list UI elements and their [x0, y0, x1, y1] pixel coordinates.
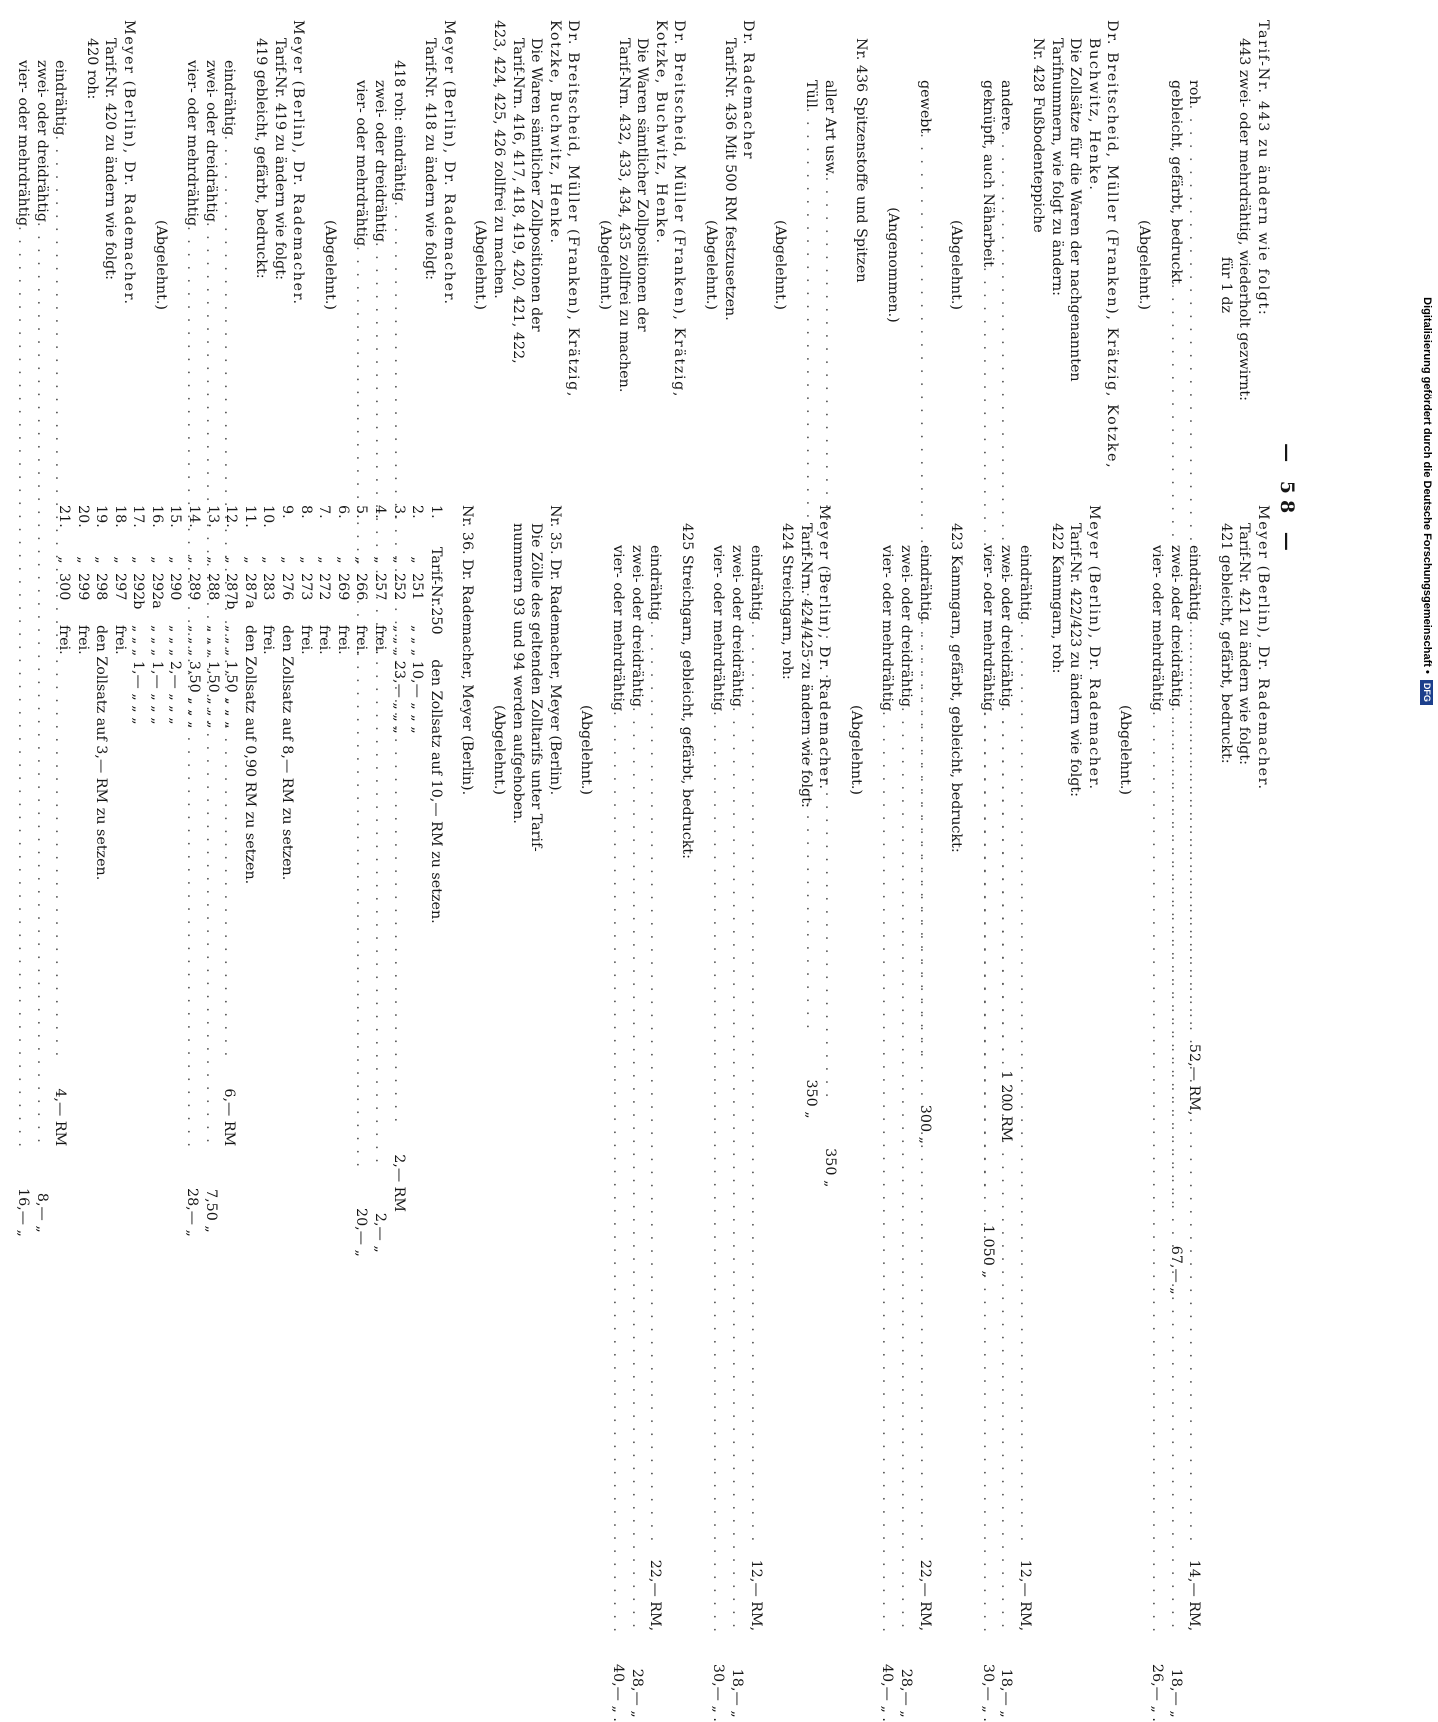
- numbered-item: [110, 505, 129, 995]
- numbered-item: [426, 505, 445, 995]
- item-number: 2.: [409, 505, 426, 519]
- item-number: 19.: [93, 505, 110, 528]
- text-line: Meyer (Berlin), Dr. Rademacher.: [121, 20, 138, 306]
- item-number: 7.: [316, 505, 333, 519]
- tariff-label: eindrähtig: [52, 60, 69, 136]
- text-line: 421 gebleicht, gefärbt, bedruckt:: [1217, 523, 1234, 764]
- item-number: 20.: [74, 505, 91, 528]
- item-number: 6.: [334, 505, 351, 519]
- numbered-item: [315, 505, 334, 995]
- text-line: [0, 20, 1, 510]
- text-line: Tarif-Nr. 420 zu ändern wie folgt:: [102, 38, 119, 280]
- item-tariff: 292a: [148, 573, 165, 609]
- text-line: Nr. 35. Dr. Rademacher, Meyer (Berlin).: [546, 505, 563, 796]
- tariff-row: [727, 505, 746, 1718]
- numbered-item: [277, 505, 296, 995]
- text-block: [458, 505, 477, 995]
- tariff-value: 350 „: [803, 1079, 820, 1119]
- item-text: frei.: [297, 625, 314, 655]
- text-block: [1216, 20, 1272, 510]
- tariff-label: 418 roh: eindrähtig: [390, 60, 407, 202]
- tariff-value: 6,— RM: [221, 1088, 238, 1147]
- item-prefix: „: [279, 556, 296, 564]
- numbered-item: [408, 505, 427, 995]
- tariff-value: 14,— RM,: [1186, 1559, 1203, 1632]
- tariff-value: 350 „: [821, 1148, 838, 1188]
- text-line: Dr. Breitscheid, Müller (Franken), Krätzig, Kotzke,: [1104, 20, 1121, 470]
- leader-dots: [997, 707, 1016, 1630]
- item-prefix: „: [390, 556, 407, 564]
- tariff-value: 30,— „ .: [979, 1663, 996, 1722]
- text-block: [770, 20, 789, 510]
- item-tariff: 287b: [223, 573, 240, 610]
- tariff-label: zwei- oder dreidrähtig: [998, 545, 1015, 707]
- numbered-item: [166, 505, 185, 995]
- item-text: „ „ „ 23,— „ „ „: [390, 625, 407, 734]
- leader-dots: [1147, 711, 1166, 1634]
- tariff-row: [709, 505, 728, 1722]
- digitization-note: [1416, 6, 1438, 996]
- text-block: [846, 505, 865, 995]
- tariff-value: 2,— RM: [390, 1154, 407, 1213]
- tariff-row: [746, 505, 765, 1632]
- item-number: 16.: [148, 505, 165, 528]
- tariff-label: vier- oder mehrdrähtig: [879, 545, 896, 712]
- scanned-page: [15, 0, 1300, 1722]
- digitization-note-strip: [1416, 6, 1438, 996]
- text-line: 423 Kammgarn, gefärbt, gebleicht, bedruckt:: [948, 523, 965, 853]
- item-number: 13.: [204, 505, 221, 528]
- leader-dots: [646, 620, 665, 1543]
- tariff-label: vier- oder mehrdrähtig: [353, 80, 370, 247]
- tariff-value: 12,— RM,: [747, 1559, 764, 1632]
- text-line: (Abgelehnt.): [847, 705, 864, 795]
- text-line: für 1 dz: [1217, 256, 1234, 314]
- text-line: Meyer (Berlin), Dr. Rademacher.: [1255, 505, 1271, 791]
- tariff-value: 18,— „: [998, 1668, 1015, 1718]
- text-block: [608, 505, 664, 1722]
- item-text: frei.: [55, 625, 72, 655]
- text-line: Die Waren sämtlicher Zollpositionen der: [634, 38, 651, 332]
- text-line: Meyer (Berlin), Dr. Rademacher.: [1085, 505, 1102, 791]
- item-tariff: 251: [409, 573, 426, 601]
- text-line: nummern 93 und 94 werden aufgehoben.: [509, 523, 526, 824]
- text-line: (Abgelehnt.): [596, 220, 613, 310]
- leader-dots: [1185, 620, 1204, 1543]
- text-line: (Abgelehnt.): [578, 705, 595, 795]
- tariff-row: [1015, 505, 1034, 1632]
- item-tariff: 252: [390, 573, 407, 601]
- item-text: den Zollsatz auf 3,— RM zu setzen.: [93, 625, 110, 881]
- text-block: [677, 505, 696, 995]
- tariff-row: [627, 505, 646, 1718]
- text-block: [947, 505, 966, 995]
- tariff-value: 52,— RM,: [1186, 1043, 1203, 1116]
- text-block: [1216, 505, 1272, 995]
- tariff-value: 40,— „ .: [879, 1663, 896, 1722]
- text-line: 422 Kammgarn, roh:: [1048, 523, 1065, 674]
- page-number: — 58 —: [1276, 443, 1298, 557]
- item-prefix: „: [148, 556, 165, 564]
- text-line: 443 zwei- oder mehrdrähtig, wiederholt gezwirnt:: [1236, 38, 1253, 401]
- item-text: den Zollsatz auf 0,90 RM zu setzen.: [241, 625, 258, 885]
- item-tariff: 292b: [130, 573, 147, 610]
- item-text: frei.: [260, 625, 277, 655]
- item-number: 9.: [279, 505, 296, 519]
- text-line: Die Waren sämtlicher Zollpositionen der: [528, 38, 545, 332]
- tariff-value: 30,— „ .: [710, 1663, 727, 1722]
- tariff-value: 12,— RM,: [1017, 1559, 1034, 1632]
- text-line: (Abgelehnt.): [321, 220, 338, 310]
- item-tariff: 283: [260, 573, 277, 601]
- text-line: Die Zölle des geltenden Zolltarifs unter Tarif-: [528, 523, 545, 852]
- tariff-row: [1147, 505, 1166, 1722]
- tariff-label: vier- oder mehrdrähtig: [184, 60, 201, 227]
- text-block: [82, 20, 138, 510]
- leader-dots: [709, 711, 728, 1634]
- leader-dots: [878, 711, 897, 1634]
- leader-dots: [897, 707, 916, 1630]
- numbered-item: [259, 505, 278, 995]
- item-text: „ „ „ 1,— „ „ „: [130, 625, 147, 725]
- numbered-item: [352, 505, 371, 995]
- numbered-item: [296, 505, 315, 995]
- tariff-label: zwei- oder dreidrähtig: [1167, 545, 1184, 707]
- tariff-value: 1 050 „: [979, 1224, 996, 1278]
- tariff-label: eindrähtig: [747, 545, 764, 621]
- tariff-label: geknüpft, auch Näharbeit: [979, 80, 996, 267]
- leader-dots: [727, 707, 746, 1630]
- tariff-value: 28,— „: [628, 1668, 645, 1718]
- text-line: Tarif-Nr. 418 zu ändern wie folgt:: [422, 38, 439, 280]
- tariff-label: zwei- oder dreidrähtig: [898, 545, 915, 707]
- item-text: frei.: [74, 625, 91, 655]
- tariff-label: vier- oder mehrdrähtig: [710, 545, 727, 712]
- numbered-item: [240, 505, 259, 995]
- tariff-row: [897, 505, 916, 1718]
- item-prefix: „: [130, 556, 147, 564]
- numbered-item: [389, 505, 408, 995]
- item-number: 1.: [427, 505, 444, 519]
- tariff-value: 26,— „ .: [1149, 1663, 1166, 1722]
- text-line: 423, 424, 425, 426 zollfrei zu machen.: [491, 20, 507, 299]
- tariff-label: eindrähtig: [221, 60, 238, 136]
- text-line: (Abgelehnt.): [472, 220, 489, 310]
- item-tariff: 288: [204, 573, 221, 601]
- item-text: „ „ „ 1,— „ „ „: [148, 625, 165, 725]
- item-prefix: „: [241, 556, 258, 564]
- tariff-value: 16,— „: [15, 1187, 32, 1237]
- tariff-label: roh: [1186, 80, 1203, 105]
- numbered-item: [73, 505, 92, 995]
- tariff-value: 4,— RM: [52, 1088, 69, 1147]
- tariff-value: 18,— „: [728, 1668, 745, 1718]
- tariff-label: vier- oder mehrdrähtig: [979, 545, 996, 712]
- text-line: (Abgelehnt.): [1117, 705, 1134, 795]
- item-text: „ „ „ 3,50 „ „ „: [186, 625, 203, 729]
- tariff-label: vier- oder mehrdrähtig: [1149, 545, 1166, 712]
- item-tariff: 257: [372, 573, 389, 601]
- item-prefix: „: [297, 556, 314, 564]
- tariff-value: 1 200 RM: [998, 1070, 1015, 1142]
- item-text: frei.: [111, 625, 128, 655]
- tariff-value: 2,— „: [372, 1212, 389, 1253]
- text-line: Tarif-Nrn. 432, 433, 434, 435 zollfrei zu machen.: [615, 38, 632, 393]
- text-block: [595, 20, 688, 510]
- tariff-value: 18,— „: [1167, 1668, 1184, 1718]
- numbered-item: [92, 505, 111, 995]
- text-block: [709, 505, 765, 1722]
- numbered-item: [333, 505, 352, 995]
- item-number: 5.: [353, 505, 370, 519]
- item-tariff: 250: [427, 607, 444, 635]
- text-line: Tarif-Nr. 443 zu ändern wie folgt:: [1255, 20, 1271, 317]
- item-prefix: Tarif-Nr.: [427, 547, 444, 608]
- text-line: Meyer (Berlin), Dr. Rademacher.: [816, 505, 833, 791]
- text-line: Tarif-Nrn. 424/425 zu ändern wie folgt:: [797, 523, 814, 808]
- text-line: Meyer (Berlin), Dr. Rademacher.: [290, 20, 307, 306]
- item-text: frei.: [372, 625, 389, 655]
- leader-dots: [14, 226, 33, 1149]
- item-text: „ „ „ 1,50 „ „ „: [204, 625, 221, 729]
- tariff-label: zwei- oder dreidrähtig: [33, 60, 50, 222]
- item-prefix: „: [204, 556, 221, 564]
- tariff-label: zwei- oder dreidrähtig: [202, 60, 219, 222]
- text-line: (Abgelehnt.): [702, 220, 719, 310]
- digitization-note-text: Digitalisierung gefördert durch die Deutsche Forschungsgemeinschaft •: [1421, 297, 1433, 674]
- tariff-value: 28,— „: [898, 1668, 915, 1718]
- tariff-row: [32, 20, 51, 1233]
- leader-dots: [1015, 620, 1034, 1543]
- item-number: 18.: [111, 505, 128, 528]
- text-line: (Abgelehnt.): [771, 220, 788, 310]
- item-text: den Zollsatz auf 10,— RM zu setzen.: [427, 659, 444, 924]
- item-tariff: 298: [93, 573, 110, 601]
- leader-dots: [915, 620, 934, 1543]
- item-number: 11.: [241, 505, 258, 528]
- item-number: 21.: [55, 505, 72, 528]
- tariff-label: eindrähtig: [1186, 545, 1203, 621]
- item-text: „ „ „ 2,— „ „ „: [167, 625, 184, 725]
- tariff-label: eindrähtig: [916, 545, 933, 621]
- leader-dots: [608, 711, 627, 1634]
- text-line: (Abgelehnt.): [1136, 220, 1153, 310]
- text-block: [1028, 20, 1121, 510]
- text-line: Tarif-Nr. 419 zu ändern wie folgt:: [271, 38, 288, 280]
- item-tariff: 290: [167, 573, 184, 601]
- item-text: „ „ „ 1,50 „ „ „: [223, 625, 240, 729]
- item-prefix: „: [111, 556, 128, 564]
- tariff-label: zwei- oder dreidrähtig: [372, 80, 389, 242]
- tariff-label: zwei- oder dreidrähtig: [628, 545, 645, 707]
- text-line: Dr. Rademacher: [740, 20, 757, 161]
- text-line: Nr. 36. Dr. Rademacher, Meyer (Berlin).: [459, 505, 476, 796]
- item-number: 15.: [167, 505, 184, 528]
- text-block: [701, 20, 757, 510]
- text-block: [320, 20, 339, 510]
- item-tariff: 269: [334, 573, 351, 601]
- text-line: Tarif-Nr. 421 zu ändern wie folgt:: [1236, 523, 1253, 765]
- text-line: (Abgelehnt.): [491, 705, 507, 795]
- item-tariff: 289: [186, 573, 203, 601]
- tariff-label: gewebt: [916, 80, 933, 134]
- tariff-value: 22,— RM,: [647, 1559, 664, 1632]
- tariff-row: [646, 505, 665, 1632]
- text-block: [489, 505, 563, 995]
- text-line: Tarifnummern, wie folgt zu ändern:: [1048, 38, 1065, 296]
- item-text: frei.: [353, 625, 370, 655]
- text-line: 420 roh:: [83, 38, 100, 100]
- tariff-label: zwei- oder dreidrähtig: [728, 545, 745, 707]
- tariff-value: 20,— „: [353, 1207, 370, 1257]
- item-number: 17.: [130, 505, 147, 528]
- numbered-item: [222, 505, 241, 995]
- tariff-label: eindrähtig: [1017, 545, 1034, 621]
- text-block: [884, 20, 903, 510]
- leader-dots: [627, 707, 646, 1630]
- tariff-label: Tüll: [803, 80, 820, 108]
- item-prefix: „: [223, 556, 240, 564]
- text-block: [947, 20, 966, 510]
- dfg-logo: DFG: [1421, 680, 1434, 705]
- item-text: den Zollsatz auf 8,— RM zu setzen.: [279, 625, 296, 881]
- item-number: 8.: [297, 505, 314, 519]
- item-prefix: „: [409, 556, 426, 564]
- item-prefix: „: [93, 556, 110, 564]
- text-block: [421, 20, 458, 510]
- tariff-value: 67,— „: [1167, 1245, 1184, 1295]
- text-line: Dr. Breitscheid, Müller (Franken), Krätzig,: [671, 20, 688, 399]
- item-tariff: 273: [297, 573, 314, 601]
- tariff-label: gebleicht, gefärbt, bedruckt: [1167, 80, 1184, 284]
- text-block: [54, 505, 444, 995]
- item-tariff: 287a: [241, 573, 258, 609]
- text-line: Kotzke, Buchwitz, Henke.: [652, 20, 669, 245]
- tariff-label: aller Art usw.: [821, 80, 838, 177]
- text-line: 419 gebleicht, gefärbt, bedruckt:: [253, 38, 270, 279]
- text-line: Dr. Breitscheid, Müller (Franken), Krätzig,: [565, 20, 582, 399]
- item-prefix: „: [186, 556, 203, 564]
- item-tariff: 300: [55, 573, 72, 601]
- tariff-value: 300 „: [916, 1104, 933, 1145]
- text-line: Die Zollsätze für die Waren der nachgenannten: [1067, 38, 1084, 382]
- text-line: Nr. 428 Fußbodenteppiche: [1030, 38, 1047, 233]
- leader-dots: [1166, 707, 1185, 1630]
- tariff-value: 7,50 „: [202, 1189, 219, 1233]
- item-prefix: „: [372, 556, 389, 564]
- text-line: Tarif-Nr. 436 Mit 500 RM festzusetzen.: [721, 38, 738, 321]
- numbered-item: [185, 505, 204, 995]
- text-block: [852, 20, 871, 510]
- text-line: (Angenommen.): [885, 207, 902, 323]
- tariff-value: 8,— „: [33, 1192, 50, 1233]
- text-line: Meyer (Berlin), Dr. Rademacher.: [440, 20, 457, 306]
- tariff-row: [608, 505, 627, 1722]
- text-block: [0, 20, 1, 510]
- item-prefix: „: [316, 556, 333, 564]
- text-block: [251, 20, 307, 510]
- text-line: Buchwitz, Henke.: [1085, 38, 1102, 192]
- numbered-item: [54, 505, 73, 995]
- text-line: 424 Streichgarn, roh:: [779, 523, 796, 680]
- item-tariff: 266: [353, 573, 370, 601]
- item-number: 12.: [223, 505, 240, 528]
- text-block: [151, 20, 170, 510]
- item-text: frei.: [334, 625, 351, 655]
- text-line: (Abgelehnt.): [948, 220, 965, 310]
- text-block: [471, 20, 583, 510]
- item-text: „ „ „ 10,— „ „ „: [409, 625, 426, 734]
- item-tariff: 297: [111, 573, 128, 601]
- item-prefix: „: [55, 556, 72, 564]
- tariff-label: vier- oder mehrdrähtig: [15, 60, 32, 227]
- item-number: 3.: [390, 505, 407, 519]
- text-line: (Abgelehnt.): [152, 220, 169, 310]
- leader-dots: [746, 620, 765, 1543]
- numbered-item: [147, 505, 166, 995]
- text-line: Kotzke, Buchwitz, Henke.: [546, 20, 563, 245]
- tariff-value: 28,— „: [184, 1187, 201, 1237]
- text-line: Tarif-Nrn. 416, 417, 418, 419, 420, 421, 422,: [509, 38, 526, 364]
- text-block: [577, 505, 596, 995]
- text-block: [1134, 20, 1153, 510]
- tariff-row: [878, 505, 897, 1722]
- text-block: [1047, 505, 1103, 995]
- rotated-page-content: [15, 0, 1300, 1722]
- numbered-item: [203, 505, 222, 995]
- item-prefix: „: [167, 556, 184, 564]
- item-tariff: 299: [74, 573, 91, 601]
- leader-dots: [978, 711, 997, 1634]
- item-number: 4.: [372, 505, 389, 519]
- text-line: 425 Streichgarn, gebleicht, gefärbt, bedruckt:: [678, 523, 695, 859]
- item-prefix: „: [260, 556, 277, 564]
- item-number: 10.: [260, 505, 277, 528]
- item-prefix: „: [334, 556, 351, 564]
- numbered-item: [370, 505, 389, 995]
- item-tariff: 272: [316, 573, 333, 601]
- tariff-value: 22,— RM,: [916, 1559, 933, 1632]
- text-line: Nr. 436 Spitzenstoffe und Spitzen: [853, 38, 870, 283]
- text-block: [1116, 505, 1135, 995]
- item-tariff: 276: [279, 573, 296, 601]
- tariff-label: eindrähtig: [647, 545, 664, 621]
- item-number: 14.: [186, 505, 203, 528]
- text-line: Tarif-Nr. 422/423 zu ändern wie folgt:: [1067, 523, 1084, 797]
- item-prefix: „: [74, 556, 91, 564]
- tariff-value: 40,— „ .: [609, 1663, 626, 1722]
- text-block: [778, 505, 834, 995]
- numbered-item: [129, 505, 148, 995]
- tariff-row: [14, 20, 33, 1237]
- item-prefix: „: [353, 556, 370, 564]
- item-text: frei.: [316, 625, 333, 655]
- tariff-label: vier- oder mehrdrähtig: [609, 545, 626, 712]
- tariff-label: andere: [998, 80, 1015, 131]
